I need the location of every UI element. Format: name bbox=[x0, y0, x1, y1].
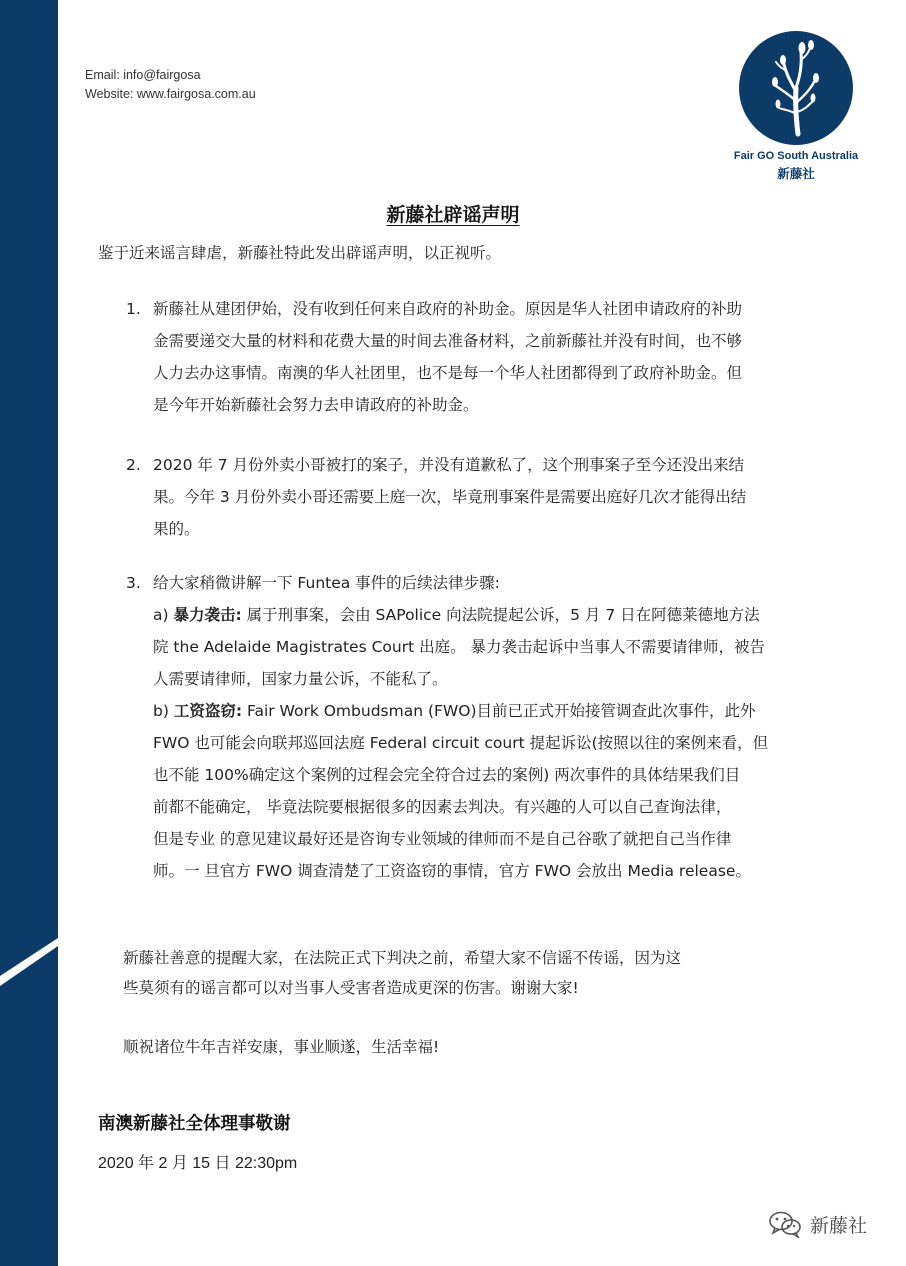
list-number: 2. bbox=[126, 456, 141, 474]
paragraph-line: 人需要请律师，国家力量公诉，不能私了。 bbox=[153, 670, 448, 688]
wechat-icon bbox=[768, 1210, 802, 1238]
paragraph-line: 新藤社善意的提醒大家，在法院正式下判决之前，希望大家不信谣不传谣，因为这 bbox=[123, 949, 682, 967]
paragraph-line: 人力去办这事情。南澳的华人社团里，也不是每一个华人社团都得到了政府补助金。但 bbox=[153, 364, 743, 382]
paragraph-line: 给大家稍微讲解一下 Funtea 事件的后续法律步骤: bbox=[153, 574, 500, 592]
sub-item-b-first-line bbox=[153, 695, 858, 727]
paragraph-line: 是今年开始新藤社会努力去申请政府的补助金。 bbox=[153, 396, 479, 414]
contact-info bbox=[85, 66, 256, 104]
closing-paragraph bbox=[123, 943, 681, 1003]
sub-item-text: 属于刑事案，会由 SAPolice 向法院提起公诉，5 月 7 日在阿德莱德地方法 bbox=[241, 606, 760, 624]
watermark bbox=[768, 1210, 867, 1238]
list-item-1 bbox=[126, 293, 858, 421]
paragraph-line: 果。今年 3 月份外卖小哥还需要上庭一次，毕竟刑事案件是需要出庭好几次才能得出结 bbox=[153, 488, 747, 506]
paragraph-line: 果的。 bbox=[153, 520, 200, 538]
list-number: 3. bbox=[126, 574, 141, 592]
sub-item-prefix: b) bbox=[153, 702, 174, 720]
document-title-wrap bbox=[0, 200, 906, 227]
paragraph-line: 前都不能确定， 毕竟法院要根据很多的因素去判决。有兴趣的人可以自己查询法律， bbox=[153, 798, 732, 816]
paragraph-line: 金需要递交大量的材料和花费大量的时间去准备材料，之前新藤社并没有时间，也不够 bbox=[153, 332, 743, 350]
sub-item-label: 暴力袭击: bbox=[173, 606, 242, 624]
paragraph-line: 些莫须有的谣言都可以对当事人受害者造成更深的伤害。谢谢大家! bbox=[123, 979, 579, 997]
intro-paragraph: 鉴于近来谣言肆虐，新藤社特此发出辟谣声明，以正视听。 bbox=[98, 244, 502, 262]
sub-item-prefix: a) bbox=[153, 606, 174, 624]
list-item-3 bbox=[126, 567, 858, 887]
paragraph-line: FWO 也可能会向联邦巡回法庭 Federal circuit court 提起诉讼(按照以往的案例来看，但 bbox=[153, 734, 769, 752]
date-text: 2020 年 2 月 15 日 22:30pm bbox=[98, 1155, 298, 1172]
logo-name-cn: 新藤社 bbox=[777, 166, 815, 181]
wishes-line: 顺祝诸位牛年吉祥安康，事业顺遂，生活幸福! bbox=[123, 1038, 440, 1056]
paragraph-line: 也不能 100%确定这个案例的过程会完全符合过去的案例) 两次事件的具体结果我们目 bbox=[153, 766, 741, 784]
tree-icon bbox=[738, 30, 854, 146]
paragraph-line: 2020 年 7 月份外卖小哥被打的案子，并没有道歉私了，这个刑事案子至今还没出来结 bbox=[153, 456, 745, 474]
website-text: Website: www.fairgosa.com.au bbox=[85, 87, 256, 101]
wishes-paragraph bbox=[123, 1032, 439, 1062]
document-title: 新藤社辟谣声明 bbox=[386, 204, 520, 226]
list-item-2 bbox=[126, 449, 858, 545]
paragraph-line: 但是专业 的意见建议最好还是咨询专业领域的律师而不是自己谷歌了就把自己当作律 bbox=[153, 830, 732, 848]
signature: 南澳新藤社全体理事敬谢 bbox=[98, 1114, 291, 1134]
list-number: 1. bbox=[126, 300, 141, 318]
logo bbox=[724, 30, 868, 182]
watermark-text: 新藤社 bbox=[810, 1214, 868, 1237]
sub-item-label: 工资盗窃: bbox=[173, 702, 243, 720]
sidebar-decoration bbox=[0, 0, 58, 1266]
sub-item-a-first-line bbox=[153, 599, 858, 631]
sub-item-text: Fair Work Ombudsman (FWO)目前已正式开始接管调查此次事件，此外 bbox=[242, 702, 756, 720]
email-text: Email: info@fairgosa bbox=[85, 68, 201, 82]
paragraph-line: 院 the Adelaide Magistrates Court 出庭。 暴力袭击起诉中当事人不需要请律师，被告 bbox=[153, 638, 766, 656]
paragraph-line: 新藤社从建团伊始，没有收到任何来自政府的补助金。原因是华人社团申请政府的补助 bbox=[153, 300, 743, 318]
paragraph-line: 师。一 旦官方 FWO 调查清楚了工资盗窃的事情，官方 FWO 会放出 Media release。 bbox=[153, 862, 751, 880]
logo-name-en: Fair GO South Australia bbox=[733, 150, 859, 162]
